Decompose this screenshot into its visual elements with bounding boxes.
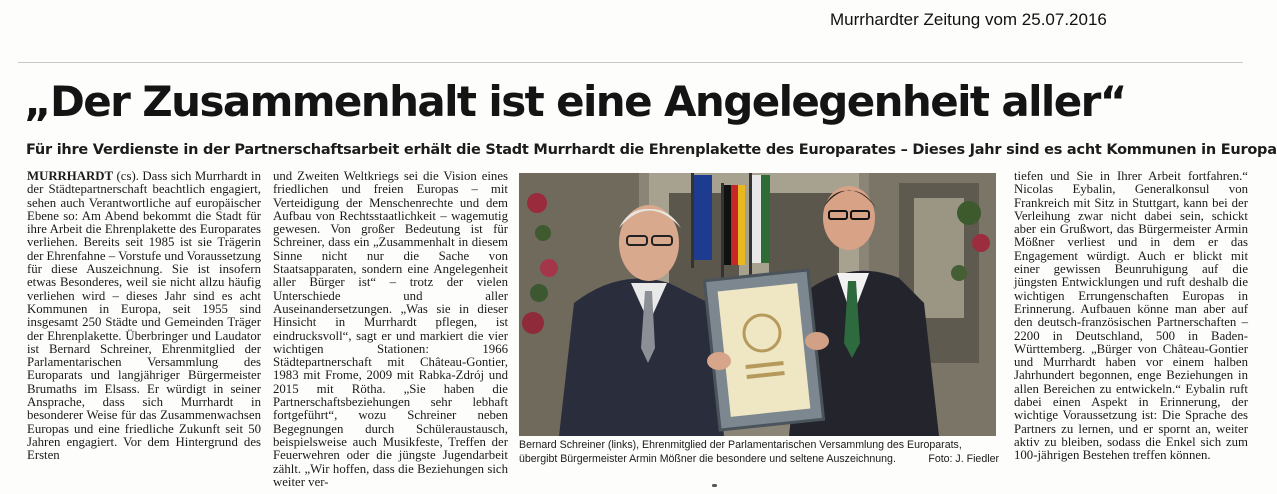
article-column-1 [27, 170, 261, 470]
press-photo [519, 173, 996, 436]
photo-illustration-icon [519, 173, 996, 436]
source-line: Murrhardter Zeitung vom 25.07.2016 [830, 10, 1107, 29]
dateline: MURRHARDT [27, 169, 114, 183]
photo-credit: Foto: J. Fiedler [928, 453, 999, 465]
scan-speck [712, 484, 717, 487]
headline: „Der Zusammenhalt ist eine Angelegenheit aller“ [24, 77, 1126, 126]
subheadline: Für ihre Verdienste in der Partnerschaftsarbeit erhält die Stadt Murrhardt die Ehrenplakette des Europarates – Dieses Jahr sind es acht Kommunen in Europa [26, 142, 1277, 158]
caption-text: Bernard Schreiner (links), Ehrenmitglied der Parlamentarischen Versammlung des Europarats, übergibt Bürgermeister Armin Mößner die besondere und seltene Auszeichnung. [519, 439, 962, 465]
photo-caption [519, 438, 999, 466]
column-3-text: tiefen und Sie in Ihrer Arbeit fortfahren.“ Nicolas Eybalin, Generalkonsul von Frankreich mit Sitz in Stuttgart, kann bei der Verleihung zwar nicht dabei sein, schickt aber ein Grußwort, das Bürgermeister Armin Mößner verliest und in dem er das Engagement würdigt. Auch er blickt mit einer gewissen Beunruhigung auf die jüngsten Entwicklungen und ruft deshalb die wichtigen Errungenschaften Europas in Erinnerung. Aufbauen könne man aber auf den deutsch-französischen Partnerschaften – 2200 in Deutschland, 500 in Baden-Württemberg. „Bürger von Château-Gontier und Murrhardt haben vor einem halben Jahrhundert begonnen, enge Beziehungen in allen Bereichen zu entwickeln.“ Eybalin ruft dabei einen Aspekt in Erinnerung, der wichtige Voraussetzung ist: Die Sprache des Partners zu lernen, und er spornt an, weiter aktiv zu bleiben, sodass die Enkel sich zum 100-jährigen Bestehen treffen können. [1014, 169, 1248, 463]
article-column-3 [1014, 170, 1248, 470]
top-rule [18, 62, 1243, 63]
column-1-text: Dass sich Murrhardt in der Städtepartnerschaft beachtlich engagiert, sehen auch Verantwortliche auf europäischer Ebene so: Am Abend bekommt die Stadt für ihre Arbeit die Ehrenplakette des Europarates verliehen. Bereits seit 1985 ist sie Trägerin der Ehrenfahne – Vorstufe und Voraussetzung für diese Auszeichnung. Sie ist insofern etwas Besonderes, weil sie nicht allzu häufig verliehen wird – dieses Jahr sind es acht Kommunen in Europa, seit 1955 sind insgesamt 250 Städte und Gemeinden Träger der Ehrenplakette. Überbringer und Laudator ist Bernard Schreiner, Ehrenmitglied der Parlamentarischen Versammlung des Europarats und langjähriger Bürgermeister Brumaths im Elsass. Er würdigt in seiner Ansprache, dass sich Murrhardt in besonderer Weise für das Zusammenwachsen Europas und eine friedliche Zukunft seit 50 Jahren engagiert. Vor dem Hintergrund des Ersten [27, 169, 261, 463]
column-2-text: und Zweiten Weltkriegs sei die Vision eines friedlichen und freien Europas – mit Verteidigung der Menschenrechte und dem Aufbau von Rechtsstaatlichkeit – wagemutig gewesen. Von großer Bedeutung ist für Schreiner, dass ein „Zusammenhalt in diesem Sinne nicht nur die Sache von Staatsapparaten, sondern eine Angelegenheit aller Bürger ist“ – trotz der vielen Unterschiede und aller Auseinandersetzungen. „Was sie in dieser Hinsicht in Murrhardt pflegen, ist eindrucksvoll“, sagt er und markiert die vier wichtigen Stationen: 1966 Städtepartnerschaft mit Château-Gontier, 1983 mit Frome, 2009 mit Rabka-Zdrój und 2015 mit Rötha. „Sie haben die Partnerschaftsbeziehungen sehr lebhaft fortgeführt“, wozu Schreiner neben Begegnungen durch Schüleraustausch, beispielsweise auch Musikfeste, Treffen der Feuerwehren oder die jüngste Jugendarbeit zählt. „Wir hoffen, dass die Beziehungen sich weiter ver- [273, 169, 508, 489]
article-column-2 [273, 169, 508, 489]
author-code: (cs). [113, 169, 139, 183]
